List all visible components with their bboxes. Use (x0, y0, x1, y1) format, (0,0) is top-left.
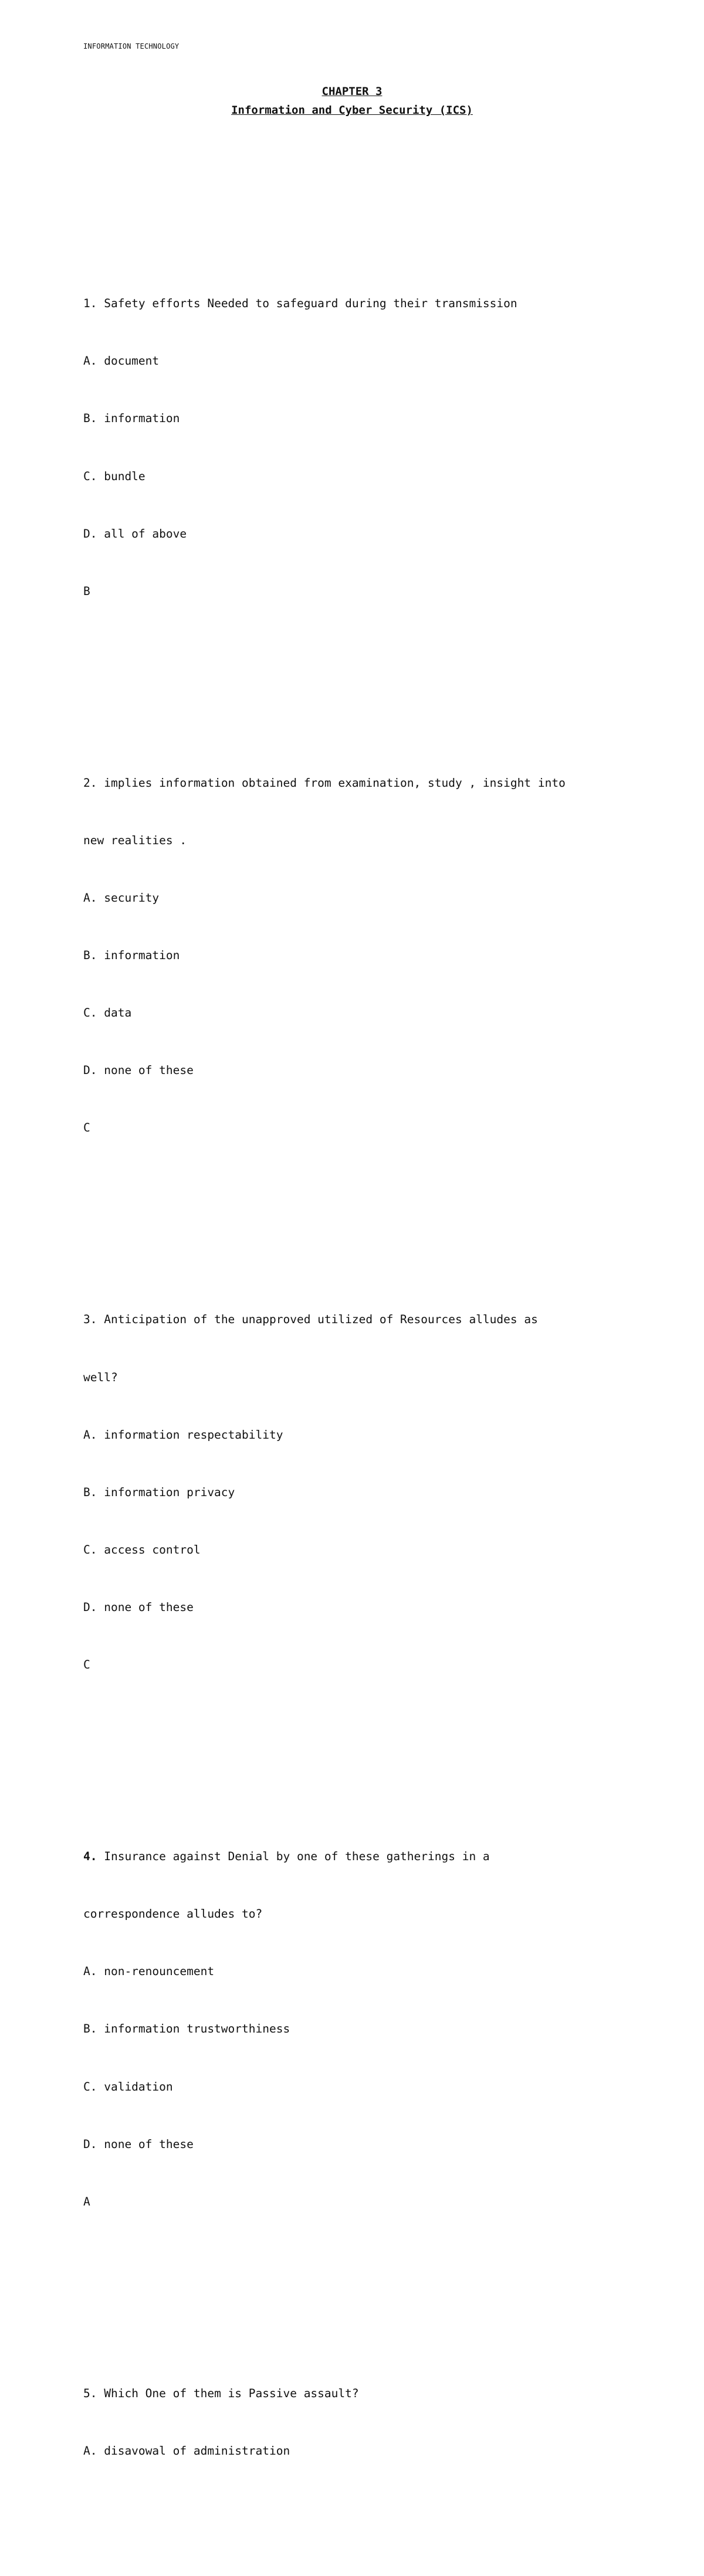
question-text-line: implies information obtained from examination, study , insight into (104, 776, 566, 790)
answer-option: A. document (83, 354, 160, 368)
answer-option: D. none of these (83, 2137, 194, 2151)
question-number: 2. (83, 776, 97, 790)
running-header: INFORMATION TECHNOLOGY (83, 42, 180, 50)
answer-option: C. bundle (83, 469, 145, 483)
answer-option: B. information trustworthiness (83, 2022, 290, 2036)
correct-answer: A (83, 2194, 90, 2208)
question-item (83, 1809, 629, 2250)
question-number: 4. (83, 1850, 97, 1864)
answer-option: A. information respectability (83, 1428, 283, 1442)
answer-option: C. data (83, 1006, 132, 1020)
question-text-line: Insurance against Denial by one of these gatherings in a (104, 1850, 490, 1864)
question-text-line: Which One of them is Passive assault? (104, 2386, 359, 2400)
answer-option: B. information (83, 949, 180, 963)
question-number: 5. (83, 2386, 97, 2400)
question-text-line: Safety efforts Needed to safeguard during their transmission (104, 297, 517, 311)
chapter-subtitle: Information and Cyber Security (ICS) (231, 104, 473, 117)
answer-option: B. information (83, 412, 180, 426)
question-text (83, 294, 629, 314)
question-item (83, 256, 629, 640)
question-text (83, 1310, 629, 1330)
answer-option: D. none of these (83, 1600, 194, 1614)
answer-option: C. access control (83, 1542, 201, 1557)
question-number: 3. (83, 1313, 97, 1327)
correct-answer: B (83, 584, 90, 598)
question-text-line: new realities . (83, 833, 187, 847)
question-text-line: well? (83, 1370, 118, 1384)
question-item (83, 1272, 629, 1713)
answer-option: D. none of these (83, 1063, 194, 1078)
answer-option: B. information privacy (83, 1485, 235, 1499)
answer-option: D. all of above (83, 526, 187, 541)
answer-option: A. security (83, 891, 160, 905)
question-item (83, 2346, 629, 2499)
question-number: 1. (83, 297, 97, 311)
question-text (83, 2384, 629, 2404)
question-item (83, 735, 629, 1176)
question-text (83, 774, 629, 793)
correct-answer: C (83, 1121, 90, 1135)
question-text-line: Anticipation of the unapproved utilized of Resources alludes as (104, 1313, 538, 1327)
correct-answer: C (83, 1658, 90, 1672)
answer-option: A. non-renouncement (83, 1965, 215, 1979)
chapter-title: CHAPTER 3 (321, 85, 383, 98)
question-text-line: correspondence alludes to? (83, 1907, 263, 1921)
question-list (83, 179, 629, 2576)
question-text (83, 1847, 629, 1867)
answer-option: C. validation (83, 2079, 173, 2094)
answer-option: A. disavowal of administration (83, 2444, 290, 2458)
